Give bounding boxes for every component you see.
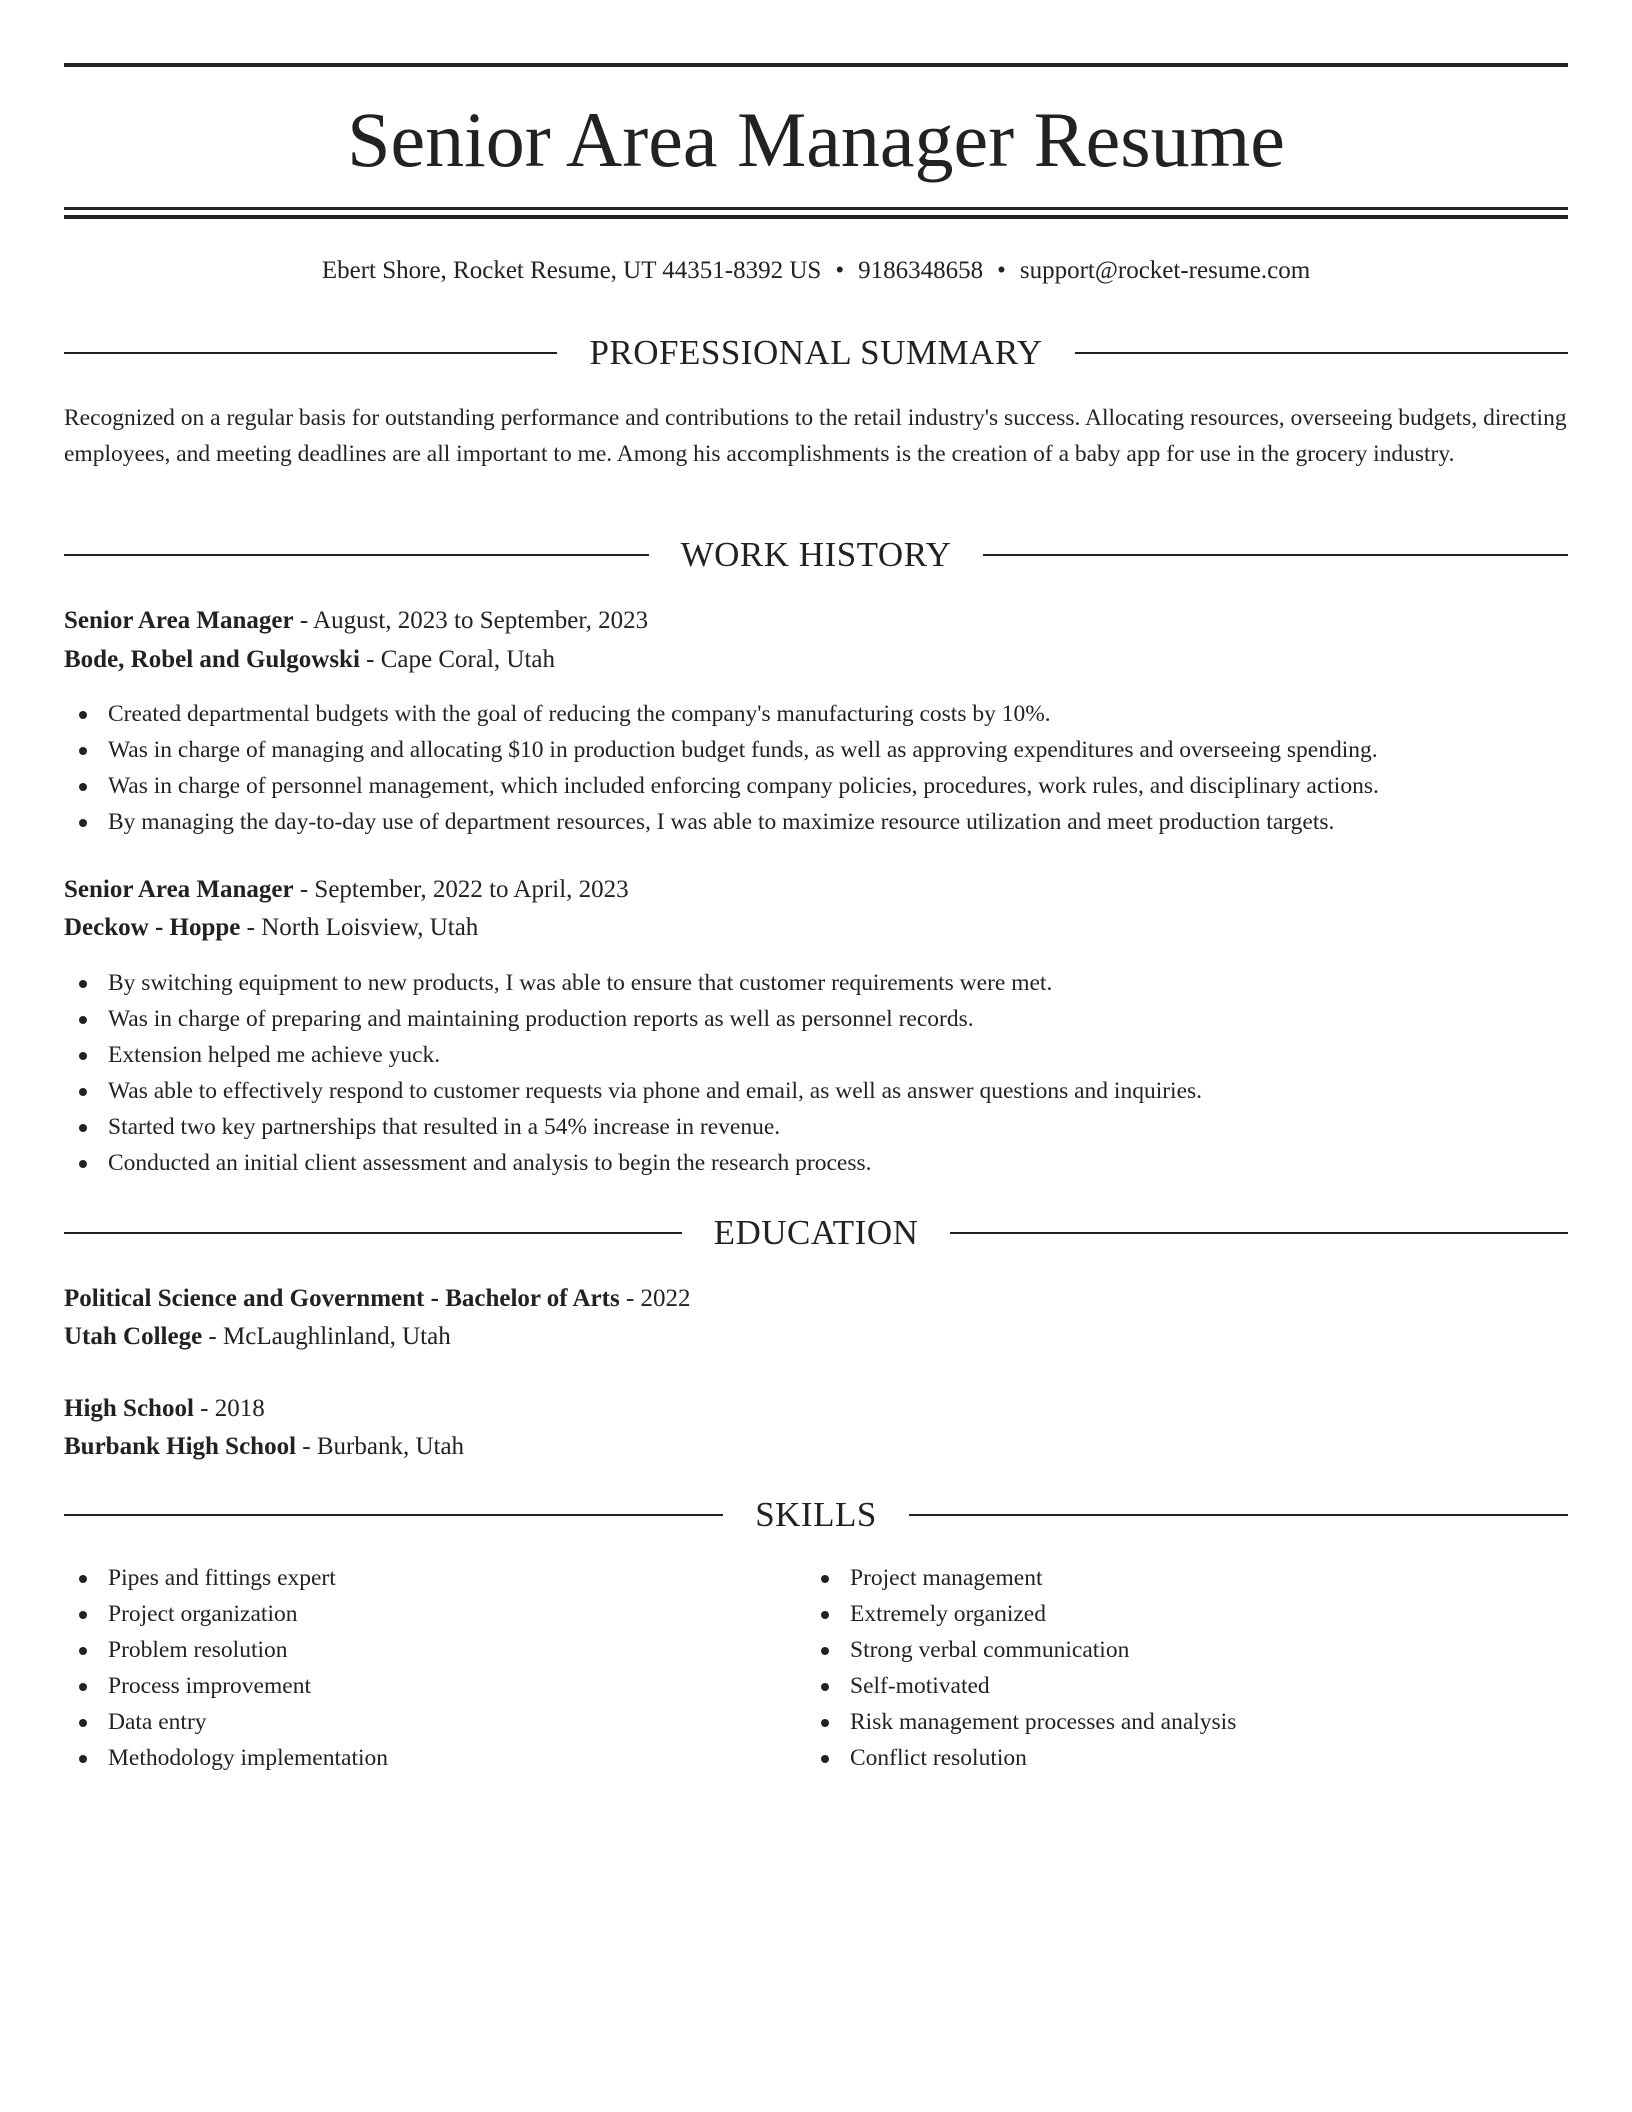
list-item xyxy=(64,1632,388,1668)
education-school-line xyxy=(64,1319,1568,1355)
bullet-dot xyxy=(79,711,87,719)
job-title: Senior Area Manager xyxy=(64,607,294,634)
education-degree: High School xyxy=(64,1395,194,1422)
section-heading-summary xyxy=(64,331,1568,375)
education-year: - 2022 xyxy=(619,1285,691,1312)
job-location: - North Loisview, Utah xyxy=(240,914,479,941)
bullet-text: By switching equipment to new products, I was able to ensure that customer requirements were met. xyxy=(108,970,1053,996)
bullet-dot xyxy=(79,1755,87,1763)
skill-text: Conflict resolution xyxy=(850,1745,1027,1771)
job-bullets xyxy=(64,965,1568,1181)
list-item xyxy=(64,1073,1568,1109)
job-company: Bode, Robel and Gulgowski xyxy=(64,646,360,673)
bullet-dot xyxy=(79,819,87,827)
job-company: Deckow - Hoppe xyxy=(64,914,241,941)
education-school-line xyxy=(64,1429,1568,1465)
section-title: SKILLS xyxy=(755,1495,877,1534)
skill-text: Risk management processes and analysis xyxy=(850,1709,1237,1735)
skill-text: Project organization xyxy=(108,1601,298,1627)
list-item xyxy=(64,1037,1568,1073)
skills-list-right xyxy=(806,1560,1236,1776)
title-rule-upper xyxy=(64,207,1568,210)
job-bullets xyxy=(64,696,1568,840)
list-item xyxy=(64,1001,1568,1037)
education-degree-line xyxy=(64,1281,1568,1317)
list-item xyxy=(806,1668,1236,1704)
skill-text: Project management xyxy=(850,1565,1043,1591)
job-title-line xyxy=(64,603,1568,639)
bullet-dot xyxy=(79,1160,87,1168)
heading-rule xyxy=(64,352,557,354)
heading-rule xyxy=(64,1232,682,1234)
section-title: EDUCATION xyxy=(713,1213,919,1252)
list-item xyxy=(64,1668,388,1704)
bullet-text: Extension helped me achieve yuck. xyxy=(108,1042,441,1068)
contact-line xyxy=(64,254,1568,288)
education-degree: Political Science and Government - Bachelor of Arts xyxy=(64,1285,620,1312)
list-item xyxy=(64,965,1568,1001)
bullet-text: By managing the day-to-day use of department resources, I was able to maximize resource utilization and meet production targets. xyxy=(108,809,1335,835)
list-item xyxy=(64,804,1568,840)
top-rule xyxy=(64,63,1568,67)
job-company-line xyxy=(64,642,1568,678)
list-item xyxy=(64,696,1568,732)
job-title-line xyxy=(64,872,1568,908)
education-degree-line xyxy=(64,1391,1568,1427)
contact-email: support@rocket-resume.com xyxy=(1019,257,1311,284)
education-year: - 2018 xyxy=(193,1395,265,1422)
bullet-dot xyxy=(79,747,87,755)
contact-address: Ebert Shore, Rocket Resume, UT 44351-8392 US xyxy=(321,257,822,284)
summary-text: Recognized on a regular basis for outstanding performance and contributions to the retail industry's success. Allocating resources, overseeing budgets, directing employees, and meeting deadlines are all important to me. Among his accomplishments is the creation of a baby app for use in the grocery industry. xyxy=(64,405,1567,467)
bullet-dot xyxy=(79,1575,87,1583)
list-item xyxy=(806,1704,1236,1740)
job-dates: - September, 2022 to April, 2023 xyxy=(293,876,629,903)
heading-rule xyxy=(64,1514,723,1516)
list-item xyxy=(806,1740,1236,1776)
section-title: WORK HISTORY xyxy=(680,535,952,574)
list-item xyxy=(64,1740,388,1776)
contact-separator: • xyxy=(997,257,1006,284)
section-heading-work xyxy=(64,533,1568,577)
bullet-dot xyxy=(821,1683,829,1691)
list-item xyxy=(64,1109,1568,1145)
skill-text: Pipes and fittings expert xyxy=(108,1565,336,1591)
bullet-dot xyxy=(79,1052,87,1060)
heading-rule xyxy=(64,554,649,556)
heading-rule xyxy=(1075,352,1568,354)
resume-title: Senior Area Manager Resume xyxy=(347,96,1285,183)
job-title: Senior Area Manager xyxy=(64,876,294,903)
list-item xyxy=(806,1632,1236,1668)
contact-separator: • xyxy=(835,257,845,284)
bullet-dot xyxy=(79,1647,87,1655)
bullet-dot xyxy=(79,1683,87,1691)
list-item xyxy=(64,732,1568,768)
bullet-dot xyxy=(79,980,87,988)
bullet-dot xyxy=(821,1755,829,1763)
list-item xyxy=(806,1596,1236,1632)
heading-rule xyxy=(983,554,1568,556)
skill-text: Problem resolution xyxy=(108,1637,288,1663)
bullet-dot xyxy=(79,1016,87,1024)
bullet-text: Created departmental budgets with the goal of reducing the company's manufacturing costs by 10%. xyxy=(108,701,1051,727)
section-title: PROFESSIONAL SUMMARY xyxy=(589,333,1043,372)
list-item xyxy=(64,768,1568,804)
bullet-text: Conducted an initial client assessment and analysis to begin the research process. xyxy=(108,1150,872,1176)
bullet-text: Was in charge of managing and allocating $10 in production budget funds, as well as approving expenditures and overseeing spending. xyxy=(108,737,1378,763)
bullet-text: Started two key partnerships that resulted in a 54% increase in revenue. xyxy=(108,1114,781,1140)
section-heading-education xyxy=(64,1211,1568,1255)
education-location: - Burbank, Utah xyxy=(296,1433,465,1460)
bullet-text: Was able to effectively respond to customer requests via phone and email, as well as answer questions and inquiries. xyxy=(108,1078,1203,1104)
bullet-dot xyxy=(79,1124,87,1132)
skill-text: Strong verbal communication xyxy=(850,1637,1130,1663)
bullet-dot xyxy=(821,1575,829,1583)
bullet-dot xyxy=(821,1611,829,1619)
education-location: - McLaughlinland, Utah xyxy=(202,1323,451,1350)
skill-text: Process improvement xyxy=(108,1673,311,1699)
list-item xyxy=(64,1596,388,1632)
list-item xyxy=(64,1145,1568,1181)
bullet-dot xyxy=(79,783,87,791)
heading-rule xyxy=(950,1232,1568,1234)
job-company-line xyxy=(64,910,1568,946)
job-location: - Cape Coral, Utah xyxy=(359,646,556,673)
skill-text: Methodology implementation xyxy=(108,1745,389,1771)
skills-list-left xyxy=(64,1560,388,1776)
list-item xyxy=(806,1560,1236,1596)
bullet-text: Was in charge of preparing and maintaining production reports as well as personnel records. xyxy=(108,1006,974,1032)
list-item xyxy=(64,1560,388,1596)
education-school: Burbank High School xyxy=(64,1433,297,1460)
bullet-dot xyxy=(821,1647,829,1655)
contact-phone: 9186348658 xyxy=(858,257,984,284)
skill-text: Data entry xyxy=(108,1709,207,1735)
job-dates: - August, 2023 to September, 2023 xyxy=(293,607,649,634)
bullet-dot xyxy=(79,1611,87,1619)
heading-rule xyxy=(909,1514,1568,1516)
bullet-dot xyxy=(79,1088,87,1096)
skill-text: Extremely organized xyxy=(850,1601,1046,1627)
bullet-dot xyxy=(79,1719,87,1727)
education-school: Utah College xyxy=(64,1323,203,1350)
title-rule-lower xyxy=(64,215,1568,219)
list-item xyxy=(64,1704,388,1740)
skill-text: Self-motivated xyxy=(850,1673,990,1699)
bullet-dot xyxy=(821,1719,829,1727)
bullet-text: Was in charge of personnel management, which included enforcing company policies, procedures, work rules, and disciplinary actions. xyxy=(108,773,1379,799)
section-heading-skills xyxy=(64,1493,1568,1537)
